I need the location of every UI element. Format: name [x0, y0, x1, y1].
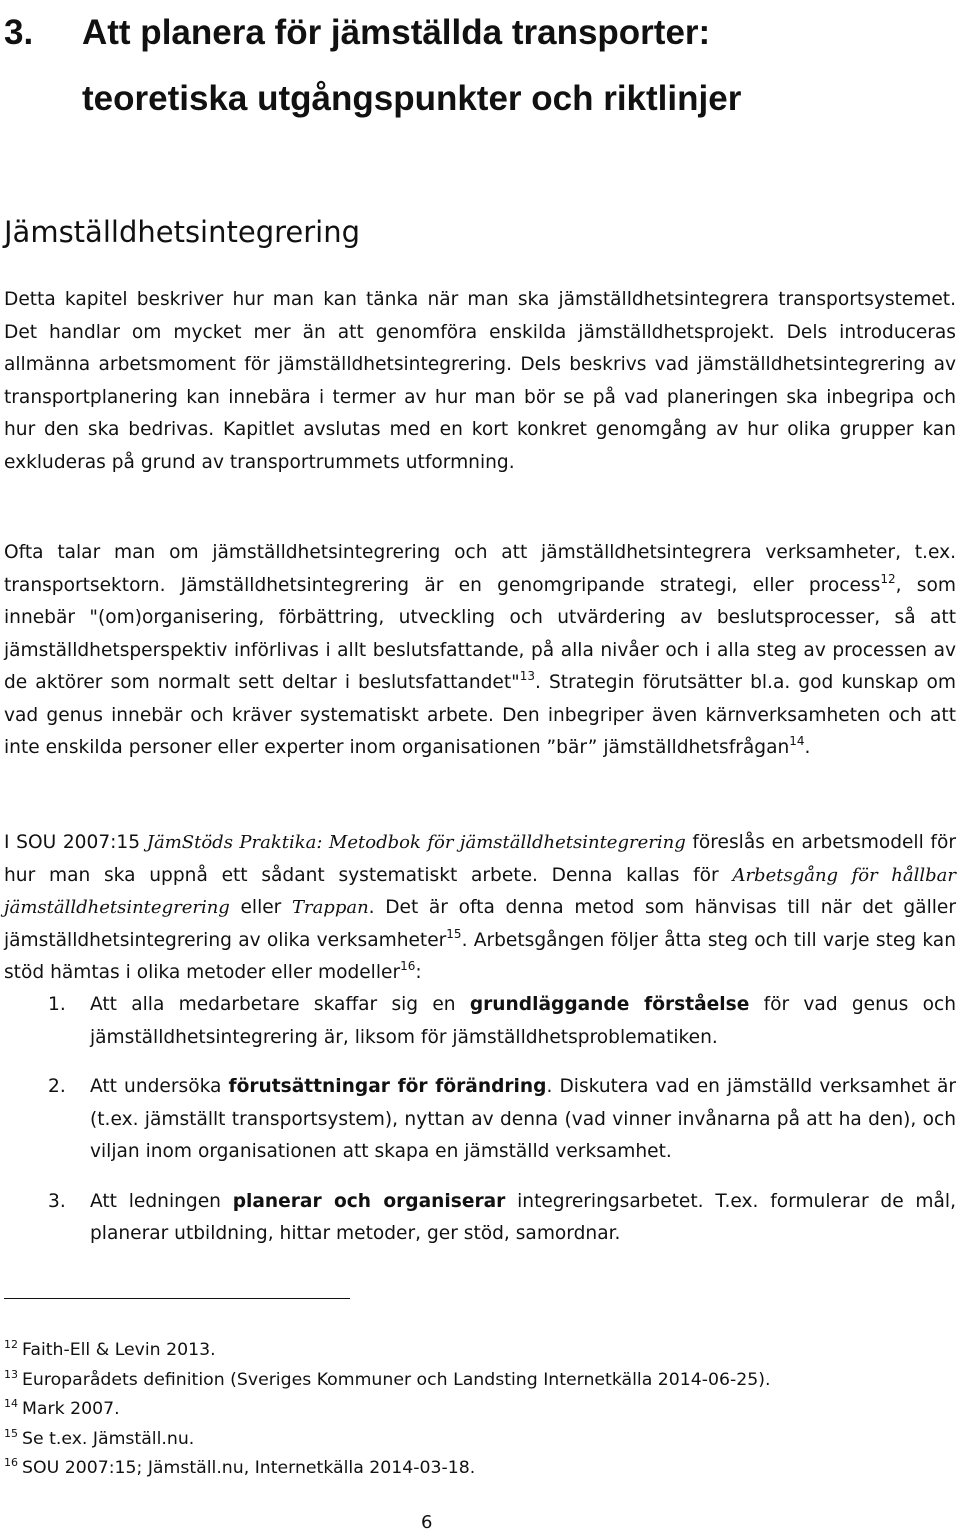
paragraph-text: . — [804, 737, 811, 758]
section-title: Jämställdhetsintegrering — [4, 215, 361, 249]
step-text: Att alla medarbetare skaffar sig en — [90, 994, 470, 1015]
step-item — [4, 1071, 956, 1169]
chapter-number: 3. — [4, 13, 34, 52]
footnote-number: 12 — [4, 1338, 18, 1351]
footnote-text: Mark 2007. — [22, 1399, 120, 1419]
step-emphasis: planerar och organiserar — [232, 1190, 506, 1212]
footnote-separator — [4, 1298, 350, 1299]
footnote-ref[interactable]: 14 — [789, 734, 805, 748]
step-number: 3. — [48, 1190, 66, 1212]
paragraph-text: I SOU 2007:15 — [4, 832, 147, 853]
italic-title: Trappan — [291, 897, 369, 918]
footnote — [4, 1454, 944, 1484]
footnote-text: Faith-Ell & Levin 2013. — [22, 1340, 216, 1360]
footnote-number: 16 — [4, 1456, 18, 1469]
step-text: Att ledningen — [90, 1190, 233, 1212]
paragraph-intro: Detta kapitel beskriver hur man kan tänka när man ska jämställdhetsintegrera transportsystemet. Det handlar om mycket mer än att genomföra enskilda jämställdhetsprojekt. Dels introduceras allmänna arbetsmoment för jämställdhetsintegrering. Dels beskrivs vad jämställdhetsintegrering av transportplanering kan innebära i termer av hur man bör se på vad planeringen ska inbegripa och hur den ska bedrivas. Kapitlet avslutas med en kort konkret genomgång av hur olika grupper kan exkluderas på grund av transportrummets utformning. — [4, 289, 956, 473]
footnote-ref[interactable]: 15 — [446, 926, 462, 941]
footnote-ref[interactable]: 16 — [400, 959, 416, 973]
footnote-ref[interactable]: 13 — [519, 669, 535, 683]
footnote-number: 15 — [4, 1426, 18, 1440]
paragraph-text: föreslås en arbetsmodell för hur man ska uppnå ett sådant systematiskt arbete. Denna kallas för — [4, 832, 956, 886]
footnote-number: 14 — [4, 1397, 18, 1410]
step-item — [4, 1186, 956, 1251]
paragraph-strategy — [4, 537, 956, 765]
step-text: för vad genus och jämställdhetsintegrering är, liksom för jämställdhetsproblematiken. — [90, 994, 956, 1048]
italic-title: Arbetsgång för hållbar jämställdhetsintegrering — [4, 864, 956, 918]
page-number: 6 — [421, 1512, 433, 1533]
paragraph-text: . Det är ofta denna metod som hänvisas till när det gäller jämställdhetsintegrering av olika verksamheter — [4, 897, 956, 951]
paragraph-method — [4, 827, 956, 990]
chapter-heading — [4, 0, 954, 132]
step-number: 1. — [48, 994, 66, 1015]
chapter-title-line2: teoretiska utgångspunkter och riktlinjer — [82, 79, 742, 118]
step-text: . Diskutera vad en jämställd verksamhet är (t.ex. jämställt transportsystem), nyttan av denna (vad vinner invånarna på att ha den), och viljan inom organisationen att skapa en jämställd verksamhet. — [90, 1076, 956, 1162]
step-text: Att undersöka — [90, 1076, 229, 1097]
italic-title: JämStöds Praktika: Metodbok för jämställdhetsintegrering — [146, 832, 686, 853]
footnote-number: 13 — [4, 1367, 18, 1381]
paragraph-text: , som innebär "(om)organisering, förbättring, utveckling och utvärdering av beslutsprocesser, så att jämställdhetsperspektiv införlivas i allt beslutsfattande, på alla nivåer och i alla steg av processen av de aktörer som normalt sett deltar i beslutsfattandet" — [4, 574, 956, 693]
step-item — [4, 989, 956, 1054]
footnote — [4, 1425, 944, 1455]
paragraph-text: . Arbetsgången följer åtta steg och till varje steg kan stöd hämtas i olika metoder eller modeller — [4, 929, 956, 983]
footnote-text: Europarådets definition (Sveriges Kommuner och Landsting Internetkälla 2014-06-25). — [22, 1369, 771, 1390]
footnote — [4, 1336, 944, 1366]
step-number: 2. — [48, 1076, 66, 1097]
footnote-ref[interactable]: 12 — [880, 571, 896, 586]
paragraph-text: eller — [229, 897, 292, 918]
footnote — [4, 1395, 944, 1425]
footnote-text: Se t.ex. Jämställ.nu. — [22, 1428, 195, 1449]
step-emphasis: förutsättningar för förändring — [228, 1076, 547, 1097]
footnote-text: SOU 2007:15; Jämställ.nu, Internetkälla 2014-03-18. — [22, 1458, 476, 1478]
step-emphasis: grundläggande förståelse — [469, 994, 750, 1015]
footnotes-list — [4, 1336, 944, 1484]
paragraph-text: Ofta talar man om jämställdhetsintegrering och att jämställdhetsintegrera verksamheter, t.ex. transportsektorn. Jämställdhetsintegrering är en genomgripande strategi, eller process — [4, 542, 956, 596]
paragraph-text: . Strategin förutsätter bl.a. god kunskap om vad genus innebär och kräver systematiskt arbete. Den inbegriper även kärnverksamheten och att inte enskilda personer eller experter inom organisationen ”bär” jämställdhetsfrågan — [4, 672, 956, 758]
chapter-title-line1: Att planera för jämställda transporter: — [82, 13, 711, 52]
paragraph-text: : — [415, 962, 422, 983]
step-text: integreringsarbetet. T.ex. formulerar de mål, planerar utbildning, hittar metoder, ger stöd, samordnar. — [90, 1190, 956, 1244]
steps-list — [4, 989, 956, 1268]
footnote — [4, 1366, 944, 1396]
